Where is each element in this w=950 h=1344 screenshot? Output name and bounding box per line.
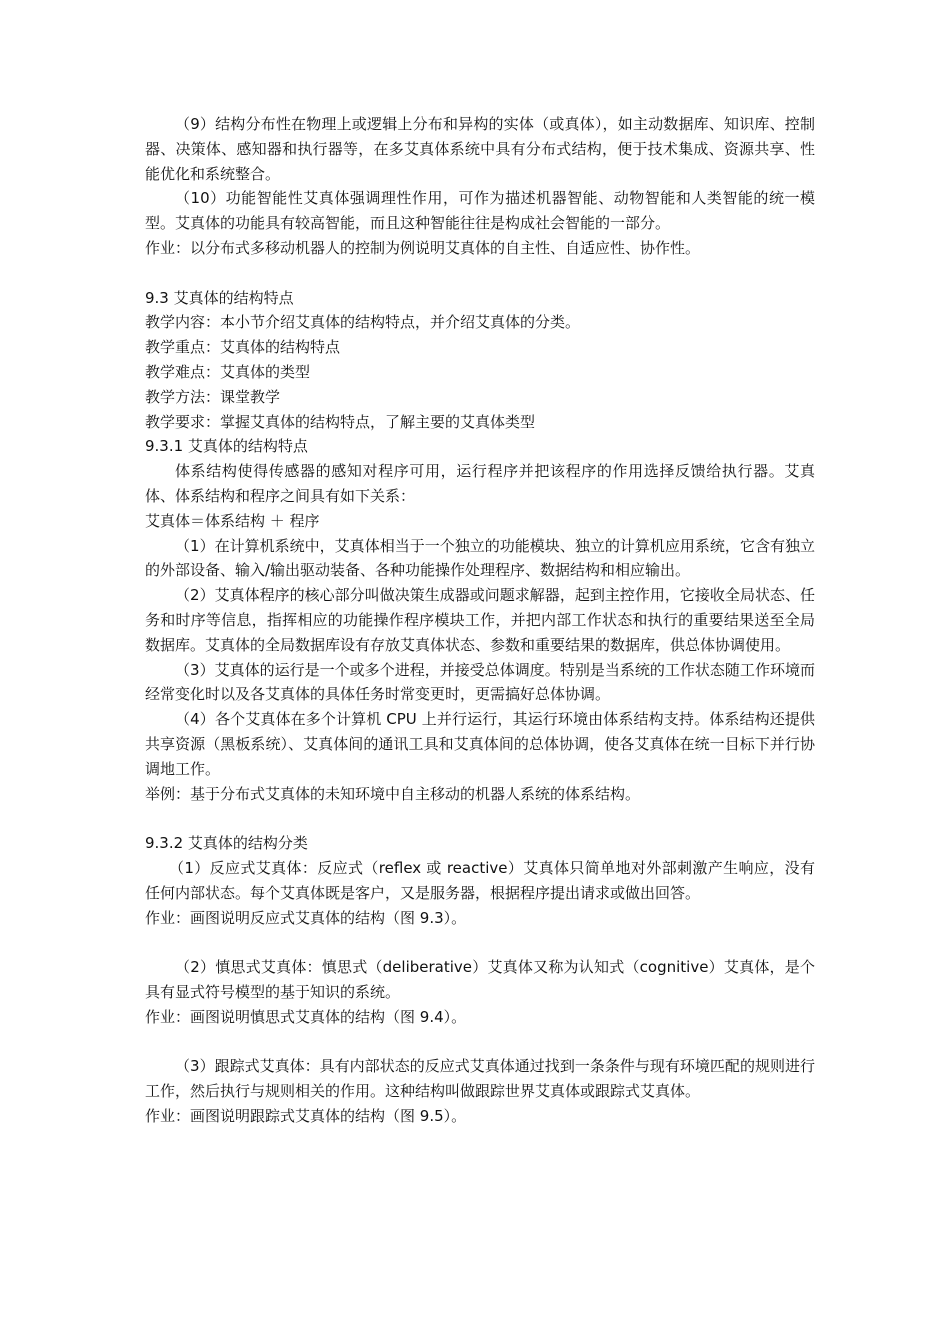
teaching-content: 教学内容：本小节介绍艾真体的结构特点，并介绍艾真体的分类。 bbox=[145, 313, 581, 332]
intro-item-9: （9）结构分布性在物理上或逻辑上分布和异构的实体（或真体），如主动数据库、知识库、控制器、决策体、感知器和执行器等，在多艾真体系统中具有分布式结构，便于技术集成、资源共享、性能优化和系统整合。 bbox=[145, 115, 815, 183]
reactive-agent-paragraph: （1）反应式艾真体：反应式（reflex 或 reactive）艾真体只简单地对外部刺激产生响应，没有任何内部状态。每个艾真体既是客户，又是服务器，根据程序提出请求或做出回答。 bbox=[145, 858, 815, 902]
tracking-agent-homework: 作业：画图说明跟踪式艾真体的结构（图 9.5）。 bbox=[145, 1106, 467, 1125]
structure-item-2: （2）艾真体程序的核心部分叫做决策生成器或问题求解器，起到主控作用，它接收全局状态、任务和时序等信息，指挥相应的功能操作程序模块工作，并把内部工作状态和执行的重要结果送至全局数据库。艾真体的全局数据库设有存放艾真体状态、参数和重要结果的数据库，供总体协调使用。 bbox=[145, 586, 815, 654]
spacer bbox=[145, 261, 815, 286]
teaching-difficulty: 教学难点：艾真体的类型 bbox=[145, 362, 311, 381]
section-heading-9-3-2: 9.3.2 艾真体的结构分类 bbox=[145, 834, 308, 853]
section-heading-9-3-1: 9.3.1 艾真体的结构特点 bbox=[145, 437, 308, 456]
agent-formula: 艾真体＝体系结构 ＋ 程序 bbox=[145, 511, 320, 530]
teaching-requirement: 教学要求：掌握艾真体的结构特点，了解主要的艾真体类型 bbox=[145, 412, 536, 431]
deliberative-agent-paragraph: （2）慎思式艾真体：慎思式（deliberative）艾真体又称为认知式（cognitive）艾真体，是个具有显式符号模型的基于知识的系统。 bbox=[145, 958, 815, 1001]
structure-item-3: （3）艾真体的运行是一个或多个进程，并接受总体调度。特别是当系统的工作状态随工作环境而经常变化时以及各艾真体的具体任务时常变更时，更需搞好总体协调。 bbox=[145, 660, 815, 704]
spacer bbox=[145, 806, 815, 831]
structure-item-4: （4）各个艾真体在多个计算机 CPU 上并行运行，其运行环境由体系结构支持。体系结构还提供共享资源（黑板系统）、艾真体间的通讯工具和艾真体间的总体协调，使各艾真体在统一目标下并行协调地工作。 bbox=[145, 710, 815, 778]
teaching-method: 教学方法：课堂教学 bbox=[145, 387, 281, 406]
spacer bbox=[145, 1029, 815, 1054]
structure-example: 举例：基于分布式艾真体的未知环境中自主移动的机器人系统的体系结构。 bbox=[145, 784, 641, 803]
reactive-agent-homework: 作业：画图说明反应式艾真体的结构（图 9.3）。 bbox=[145, 908, 467, 927]
deliberative-agent-homework: 作业：画图说明慎思式艾真体的结构（图 9.4）。 bbox=[145, 1007, 467, 1026]
spacer bbox=[145, 930, 815, 955]
intro-item-10: （10）功能智能性艾真体强调理性作用，可作为描述机器智能、动物智能和人类智能的统一模型。艾真体的功能具有较高智能，而且这种智能往往是构成社会智能的一部分。 bbox=[145, 189, 815, 233]
section-heading-9-3: 9.3 艾真体的结构特点 bbox=[145, 288, 294, 307]
tracking-agent-paragraph: （3）跟踪式艾真体：具有内部状态的反应式艾真体通过找到一条条件与现有环境匹配的规则进行工作，然后执行与规则相关的作用。这种结构叫做跟踪世界艾真体或跟踪式艾真体。 bbox=[145, 1057, 815, 1101]
intro-homework: 作业：以分布式多移动机器人的控制为例说明艾真体的自主性、自适应性、协作性。 bbox=[145, 238, 701, 257]
teaching-key-point: 教学重点：艾真体的结构特点 bbox=[145, 338, 341, 357]
structure-item-1: （1）在计算机系统中，艾真体相当于一个独立的功能模块、独立的计算机应用系统，它含有独立的外部设备、输入/输出驱动装备、各种功能操作处理程序、数据结构和相应输出。 bbox=[145, 536, 815, 580]
document-page bbox=[145, 112, 815, 1129]
architecture-paragraph: 体系结构使得传感器的感知对程序可用，运行程序并把该程序的作用选择反馈给执行器。艾真体、体系结构和程序之间具有如下关系： bbox=[145, 462, 815, 505]
